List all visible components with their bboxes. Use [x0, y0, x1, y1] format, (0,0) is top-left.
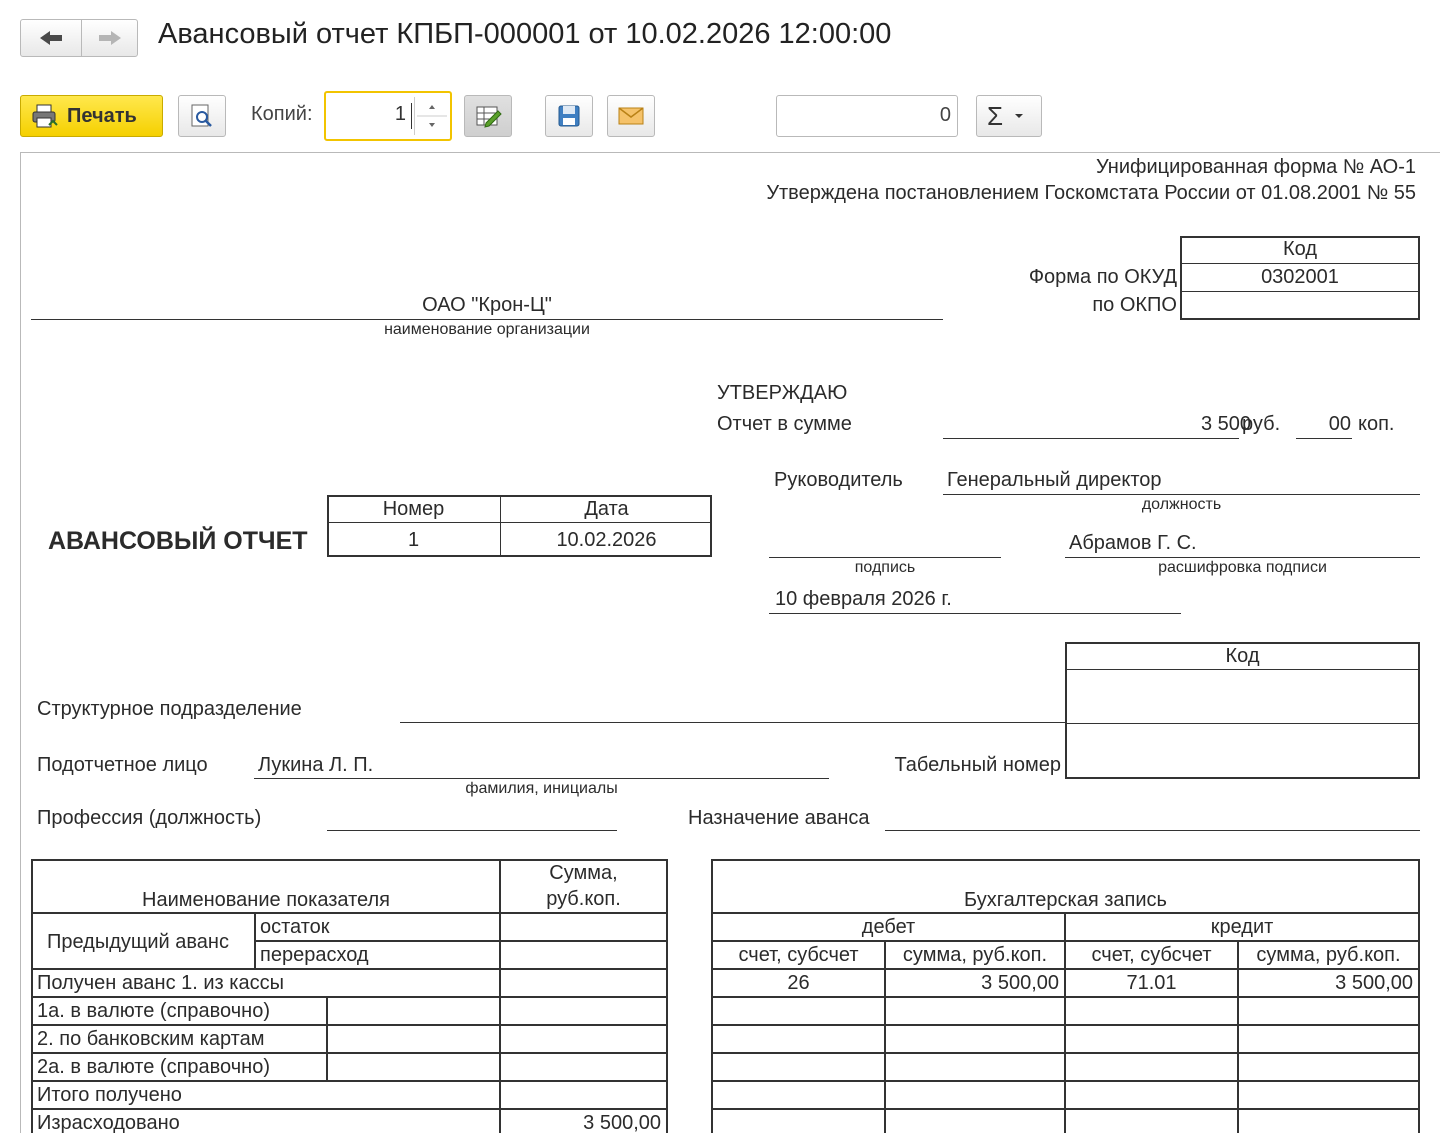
report-sum-rub: 3 500 [1200, 413, 1251, 435]
lt-row-3 [31, 1024, 668, 1026]
col-name-header: Наименование показателя [142, 889, 390, 911]
organization-name: ОАО "Крон-Ц" [422, 294, 552, 316]
lt-currency-divider [326, 996, 328, 1082]
personnel-code-line-2 [1065, 723, 1420, 724]
save-button[interactable] [545, 95, 593, 137]
lt-row-2 [31, 996, 668, 998]
email-button[interactable] [607, 95, 655, 137]
report-sum-label: Отчет в сумме [717, 413, 852, 435]
debit-amount-header: сумма, руб.коп. [902, 944, 1048, 966]
print-button[interactable] [20, 95, 163, 137]
row-label: 2а. в валюте (справочно) [37, 1056, 270, 1078]
head-position-underline [943, 494, 1420, 495]
page-title: Авансовый отчет КПБП-000001 от 10.02.2026 12:00:00 [158, 18, 892, 50]
row-label: 2. по банковским картам [37, 1028, 265, 1050]
purpose-label: Назначение аванса [688, 807, 870, 829]
personnel-code-line-1 [1065, 669, 1420, 670]
lt-header-bottom [31, 912, 668, 914]
col-sum-header-1: Сумма, [549, 862, 618, 884]
person-label: Подотчетное лицо [37, 754, 208, 776]
department-underline [400, 722, 1065, 723]
report-document [20, 152, 1440, 1133]
toolbar [0, 88, 1440, 148]
copies-value: 1 [394, 103, 406, 125]
chevron-down-icon [1013, 112, 1025, 120]
approved-by-label: Утверждена постановлением Госкомстата России от 01.08.2001 № 55 [766, 182, 1416, 204]
debit-amount-value: 3 500,00 [981, 972, 1059, 994]
head-name: Абрамов Г. С. [1069, 532, 1197, 554]
lt-row-5 [31, 1080, 668, 1082]
edit-table-icon [474, 103, 502, 129]
approve-date: 10 февраля 2026 г. [775, 588, 952, 610]
okud-line-2 [1180, 291, 1420, 292]
row-label: Получен аванс 1. из кассы [37, 972, 284, 994]
edit-table-button[interactable] [464, 95, 512, 137]
department-label: Структурное подразделение [37, 698, 302, 720]
lt-prev-divider [254, 912, 256, 969]
printer-icon [31, 103, 59, 129]
row-label: 1а. в валюте (справочно) [37, 1000, 270, 1022]
title-bar [0, 0, 1440, 80]
overspend-label: перерасход [260, 944, 369, 966]
decoding-caption: расшифровка подписи [1158, 559, 1327, 576]
person-value: Лукина Л. П. [258, 754, 374, 776]
person-underline [254, 778, 829, 779]
arrow-right-icon [97, 29, 123, 47]
document-title: АВАНСОВЫЙ ОТЧЕТ [48, 527, 308, 555]
sum-menu-button[interactable] [976, 95, 1042, 137]
signature-caption: подпись [854, 559, 916, 576]
sigma-icon: Σ [987, 100, 1004, 131]
tab-number-label: Табельный номер [894, 754, 1061, 776]
head-position: Генеральный директор [947, 469, 1162, 491]
report-sum-underline [943, 438, 1239, 439]
floppy-disk-icon [556, 103, 582, 129]
okud-value: 0302001 [1261, 266, 1339, 288]
forward-button[interactable] [81, 19, 138, 57]
sum-value: 0 [939, 104, 951, 126]
profession-underline [327, 830, 617, 831]
debit-account-header: счет, субсчет [738, 944, 859, 966]
rt-debit-divider [884, 940, 886, 1133]
organization-underline [31, 319, 943, 320]
report-sum-kop: 00 [1328, 413, 1351, 435]
date-value: 10.02.2026 [556, 529, 657, 551]
copies-field[interactable] [324, 91, 452, 141]
rt-top [711, 859, 1420, 861]
code-header: Код [1282, 238, 1317, 260]
preview-icon [189, 103, 215, 129]
col-sum-header-2: руб.коп. [546, 888, 621, 910]
number-label: Номер [382, 498, 445, 520]
okud-line-1 [1180, 263, 1420, 264]
approve-label: УТВЕРЖДАЮ [717, 382, 848, 404]
prev-advance-label: Предыдущий аванс [47, 931, 229, 953]
sum-field[interactable] [776, 95, 958, 137]
head-label: Руководитель [774, 469, 903, 491]
debit-header: дебет [861, 916, 916, 938]
okud-label: Форма по ОКУД [1028, 266, 1177, 288]
debit-account-value: 26 [787, 972, 810, 994]
preview-button[interactable] [178, 95, 226, 137]
lt-row-6 [31, 1108, 668, 1110]
lt-row-4 [31, 1052, 668, 1054]
credit-header: кредит [1210, 916, 1274, 938]
rt-credit-divider [1237, 940, 1239, 1133]
lt-row-1 [31, 968, 668, 970]
number-date-line [327, 522, 712, 523]
unified-form-label: Унифицированная форма № АО-1 [1095, 156, 1416, 178]
credit-account-header: счет, субсчет [1091, 944, 1212, 966]
arrow-left-icon [38, 29, 64, 47]
organization-caption: наименование организации [384, 321, 590, 338]
kop-label: коп. [1358, 413, 1395, 435]
copies-label: Копий: [251, 103, 313, 125]
print-button-label: Печать [67, 104, 137, 127]
row-value: 3 500,00 [583, 1112, 661, 1133]
accounting-entry-title: Бухгалтерская запись [964, 889, 1167, 911]
date-label: Дата [584, 498, 629, 520]
row-label: Итого получено [37, 1084, 182, 1106]
stepper-arrows-icon [415, 97, 449, 135]
person-caption: фамилия, инициалы [465, 780, 618, 797]
profession-label: Профессия (должность) [37, 807, 262, 829]
copies-cursor [411, 103, 412, 129]
code-header-2: Код [1225, 645, 1260, 667]
copies-stepper[interactable] [414, 97, 449, 135]
credit-amount-header: сумма, руб.коп. [1256, 944, 1401, 966]
signature-underline [769, 557, 1001, 558]
head-name-underline [1065, 557, 1420, 558]
credit-account-value: 71.01 [1126, 972, 1177, 994]
envelope-icon [617, 105, 645, 127]
row-label: Израсходовано [37, 1112, 180, 1133]
remainder-label: остаток [260, 916, 330, 938]
rub-label: руб. [1242, 413, 1281, 435]
lt-prev-mid [254, 940, 668, 942]
purpose-underline [885, 830, 1420, 831]
number-value: 1 [407, 529, 420, 551]
credit-amount-value: 3 500,00 [1335, 972, 1413, 994]
back-button[interactable] [20, 19, 82, 57]
report-kop-underline [1296, 438, 1352, 439]
approve-date-underline [769, 613, 1181, 614]
okpo-label: по ОКПО [1092, 294, 1177, 316]
position-caption: должность [1141, 496, 1222, 513]
